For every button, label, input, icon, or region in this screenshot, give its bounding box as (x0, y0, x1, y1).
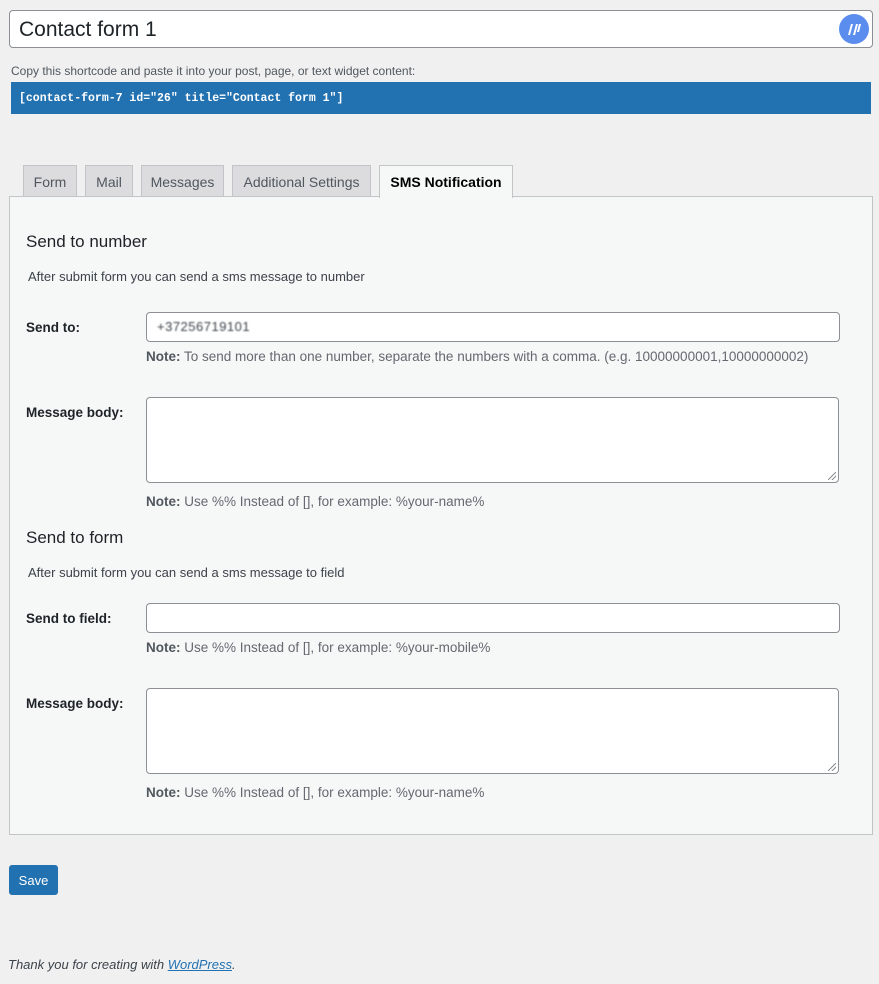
section-description-form: After submit form you can send a sms message to field (28, 565, 345, 580)
note-text: To send more than one number, separate the numbers with a comma. (e.g. 10000000001,10000000002) (184, 349, 809, 364)
footer-text: Thank you for creating with (8, 957, 165, 972)
resize-handle-icon[interactable] (828, 472, 836, 480)
send-to-note (146, 349, 808, 364)
note-prefix: Note: (146, 640, 181, 655)
send-to-field-note (146, 640, 490, 655)
send-to-field-label: Send to field: (26, 611, 112, 626)
admin-footer (8, 957, 236, 972)
form-message-body-textarea[interactable] (146, 688, 839, 774)
send-to-value: +37256719101 (157, 319, 251, 334)
message-body-note (146, 494, 484, 509)
note-text: Use %% Instead of [], for example: %your-mobile% (184, 640, 491, 655)
tab-additional-settings[interactable]: Additional Settings (232, 165, 371, 197)
note-prefix: Note: (146, 349, 181, 364)
message-body-textarea[interactable] (146, 397, 839, 483)
note-text: Use %% Instead of [], for example: %your-name% (184, 494, 485, 509)
section-heading-send-to-form: Send to form (26, 528, 124, 547)
resize-handle-icon[interactable] (828, 763, 836, 771)
wordpress-link[interactable]: WordPress (167, 957, 232, 972)
shortcode-box[interactable]: [contact-form-7 id="26" title="Contact form 1"] (11, 82, 871, 114)
shortcode-label: Copy this shortcode and paste it into your post, page, or text widget content: (11, 64, 416, 78)
send-to-label: Send to: (26, 320, 80, 335)
tab-messages[interactable]: Messages (141, 165, 224, 197)
plugin-logo-icon[interactable] (839, 14, 869, 44)
form-message-body-note (146, 785, 484, 800)
title-field[interactable] (9, 10, 873, 48)
section-heading-send-to-number: Send to number (26, 232, 147, 251)
note-prefix: Note: (146, 494, 181, 509)
tab-form[interactable]: Form (23, 165, 77, 197)
message-body-label: Message body: (26, 405, 124, 420)
send-to-field-input[interactable] (146, 603, 840, 633)
tab-mail[interactable]: Mail (85, 165, 133, 197)
form-message-body-label: Message body: (26, 696, 124, 711)
note-text: Use %% Instead of [], for example: %your-name% (184, 785, 485, 800)
send-to-input[interactable] (146, 312, 840, 342)
section-description-number: After submit form you can send a sms message to number (28, 269, 365, 284)
save-button[interactable]: Save (9, 865, 58, 895)
footer-end: . (232, 957, 236, 972)
tab-sms-notification[interactable]: SMS Notification (379, 165, 513, 198)
title-input[interactable]: Contact form 1 (19, 18, 157, 41)
note-prefix: Note: (146, 785, 181, 800)
